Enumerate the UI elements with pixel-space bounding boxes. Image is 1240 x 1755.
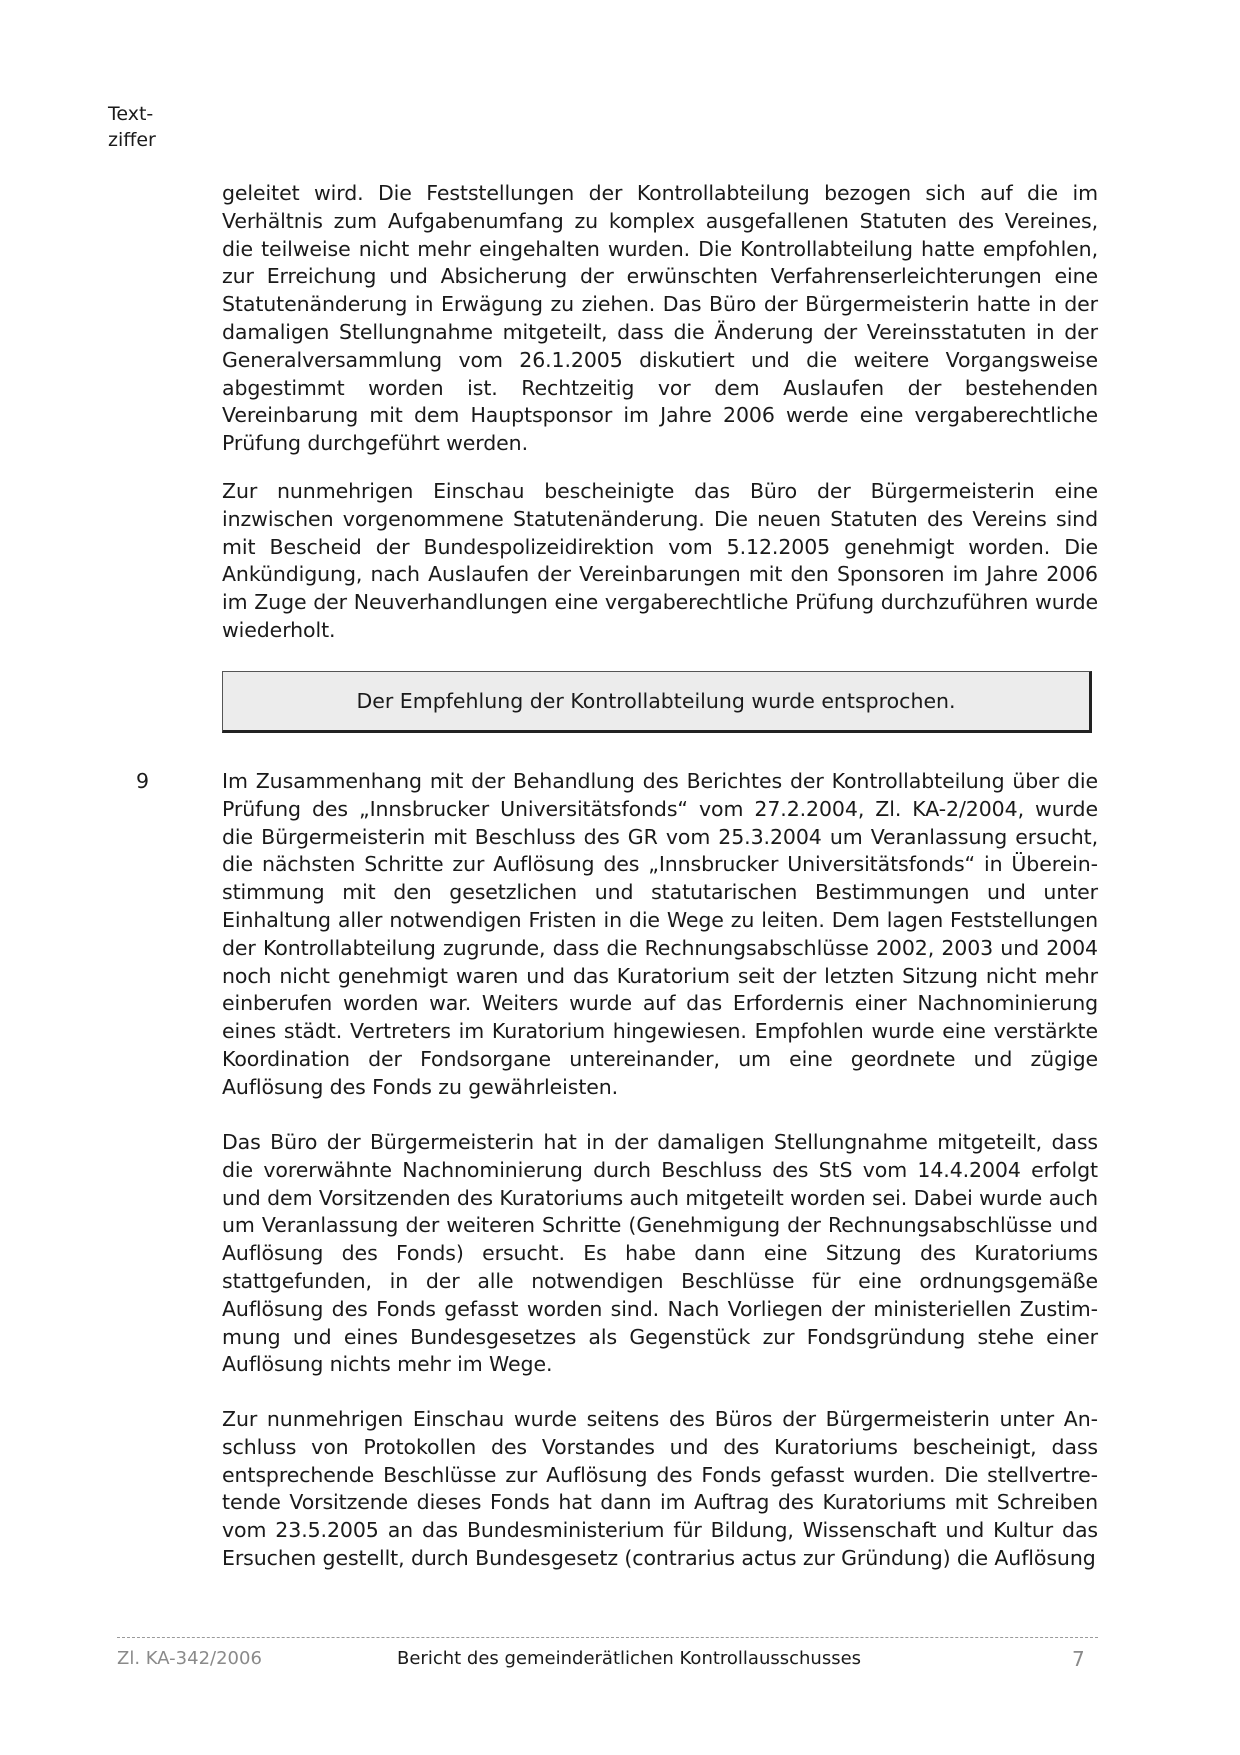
textziffer-label (108, 101, 156, 153)
paragraph-5 (222, 1406, 1098, 1573)
page-number: 7 (1072, 1647, 1085, 1671)
paragraph-text: geleitet wird. Die Feststellungen der Kontrollabteilung bezogen sich auf die im Verhältnis zum Aufgabenumfang zu komplex ausgefallenen Statuten des Vereines, die teilweise nicht mehr eingehalten wurden. Die Kontrollabteilung hatte empfohlen, zur Erreichung und Absicherung der erwünschten Verfahrenserleichterungen eine Statutenänderung in Erwägung zu ziehen. Das Büro der Bürgermeisterin hatte in der damaligen Stellungnahme mitgeteilt, dass die Änderung der Vereinsstatuten in der Generalversammlung vom 26.1.2005 diskutiert und die weitere Vorgangsweise abgestimmt worden ist. Rechtzeitig vor dem Auslaufen der bestehenden Vereinbarung mit dem Hauptsponsor im Jahre 2006 werde eine vergaberechtliche Prüfung durchgeführt werden. (222, 181, 1098, 456)
textziffer-label-line1: Text- (108, 103, 154, 125)
paragraph-3 (222, 768, 1098, 1102)
paragraph-text: Zur nunmehrigen Einschau wurde seitens des Büros der Bürgermeisterin unter Anschluss von Protokollen des Vorstandes und des Kuratoriums bescheinigt, dass entsprechende Beschlüsse zur Auflösung des Fonds gefasst wurden. Die stellvertretende Vorsitzende dieses Fonds hat dann im Auftrag des Kuratoriums mit Schreiben vom 23.5.2005 an das Bundesministerium für Bildung, Wissenschaft und Kultur das Ersuchen gestellt, durch Bundesgesetz (contrarius actus zur Gründung) die Auflösung (222, 1407, 1098, 1570)
paragraph-text: Das Büro der Bürgermeisterin hat in der damaligen Stellungnahme mitgeteilt, dass die vorerwähnte Nachnominierung durch Beschluss des StS vom 14.4.2004 erfolgt und dem Vorsitzenden des Kuratoriums auch mitgeteilt worden sei. Dabei wurde auch um Veranlassung der weiteren Schritte (Genehmigung der Rechnungsabschlüsse und Auflösung des Fonds) ersucht. Es habe dann eine Sitzung des Kuratoriums stattgefunden, in der alle notwendigen Beschlüsse für eine ordnungsgemäße Auflösung des Fonds gefasst worden sind. Nach Vorliegen der ministeriellen Zustimmung und eines Bundesgesetzes als Gegenstück zur Fondsgründung stehe einer Auflösung nichts mehr im Wege. (222, 1130, 1098, 1377)
textziffer-number: 9 (136, 769, 150, 793)
paragraph-text: Zur nunmehrigen Einschau bescheinigte das Büro der Bürgermeisterin eine inzwischen vorgenommene Statutenänderung. Die neuen Statuten des Vereins sind mit Bescheid der Bundespolizeidirektion vom 5.12.2005 genehmigt worden. Die Ankündigung, nach Auslaufen der Vereinbarungen mit den Sponsoren im Jahre 2006 im Zuge der Neuverhandlungen eine vergaberechtliche Prüfung durchzuführen wurde wiederholt. (222, 479, 1098, 642)
footer-title: Bericht des gemeinderätlichen Kontrollausschusses (397, 1648, 862, 1669)
footer-reference: Zl. KA-342/2006 (117, 1648, 262, 1669)
paragraph-text: Im Zusammenhang mit der Behandlung des Berichtes der Kontrollabteilung über die Prüfung des „Innsbrucker Universitätsfonds“ vom 27.2.2004, Zl. KA-2/2004, wurde die Bürgermeisterin mit Beschluss des GR vom 25.3.2004 um Veranlassung ersucht, die nächsten Schritte zur Auflösung des „Innsbrucker Universitätsfonds“ in Übereinstimmung mit den gesetzlichen und statutarischen Bestimmungen und unter Einhaltung aller notwendigen Fristen in die Wege zu leiten. Dem lagen Feststellungen der Kontrollabteilung zugrunde, dass die Rechnungsabschlüsse 2002, 2003 und 2004 noch nicht genehmigt waren und das Kuratorium seit der letzten Sitzung nicht mehr einberufen worden war. Weiters wurde auf das Erfordernis einer Nachnominierung eines städt. Vertreters im Kuratorium hingewiesen. Empfohlen wurde eine verstärkte Koordination der Fondsorgane untereinander, um eine geordnete und zügige Auflösung des Fonds zu gewährleisten. (222, 769, 1098, 1099)
recommendation-notice-text: Der Empfehlung der Kontrollabteilung wurde entsprochen. (356, 689, 956, 713)
paragraph-2 (222, 478, 1098, 645)
textziffer-label-line2: ziffer (108, 129, 156, 151)
paragraph-4 (222, 1129, 1098, 1379)
paragraph-1 (222, 180, 1098, 458)
footer-divider (117, 1637, 1098, 1638)
recommendation-notice-box (222, 671, 1092, 733)
